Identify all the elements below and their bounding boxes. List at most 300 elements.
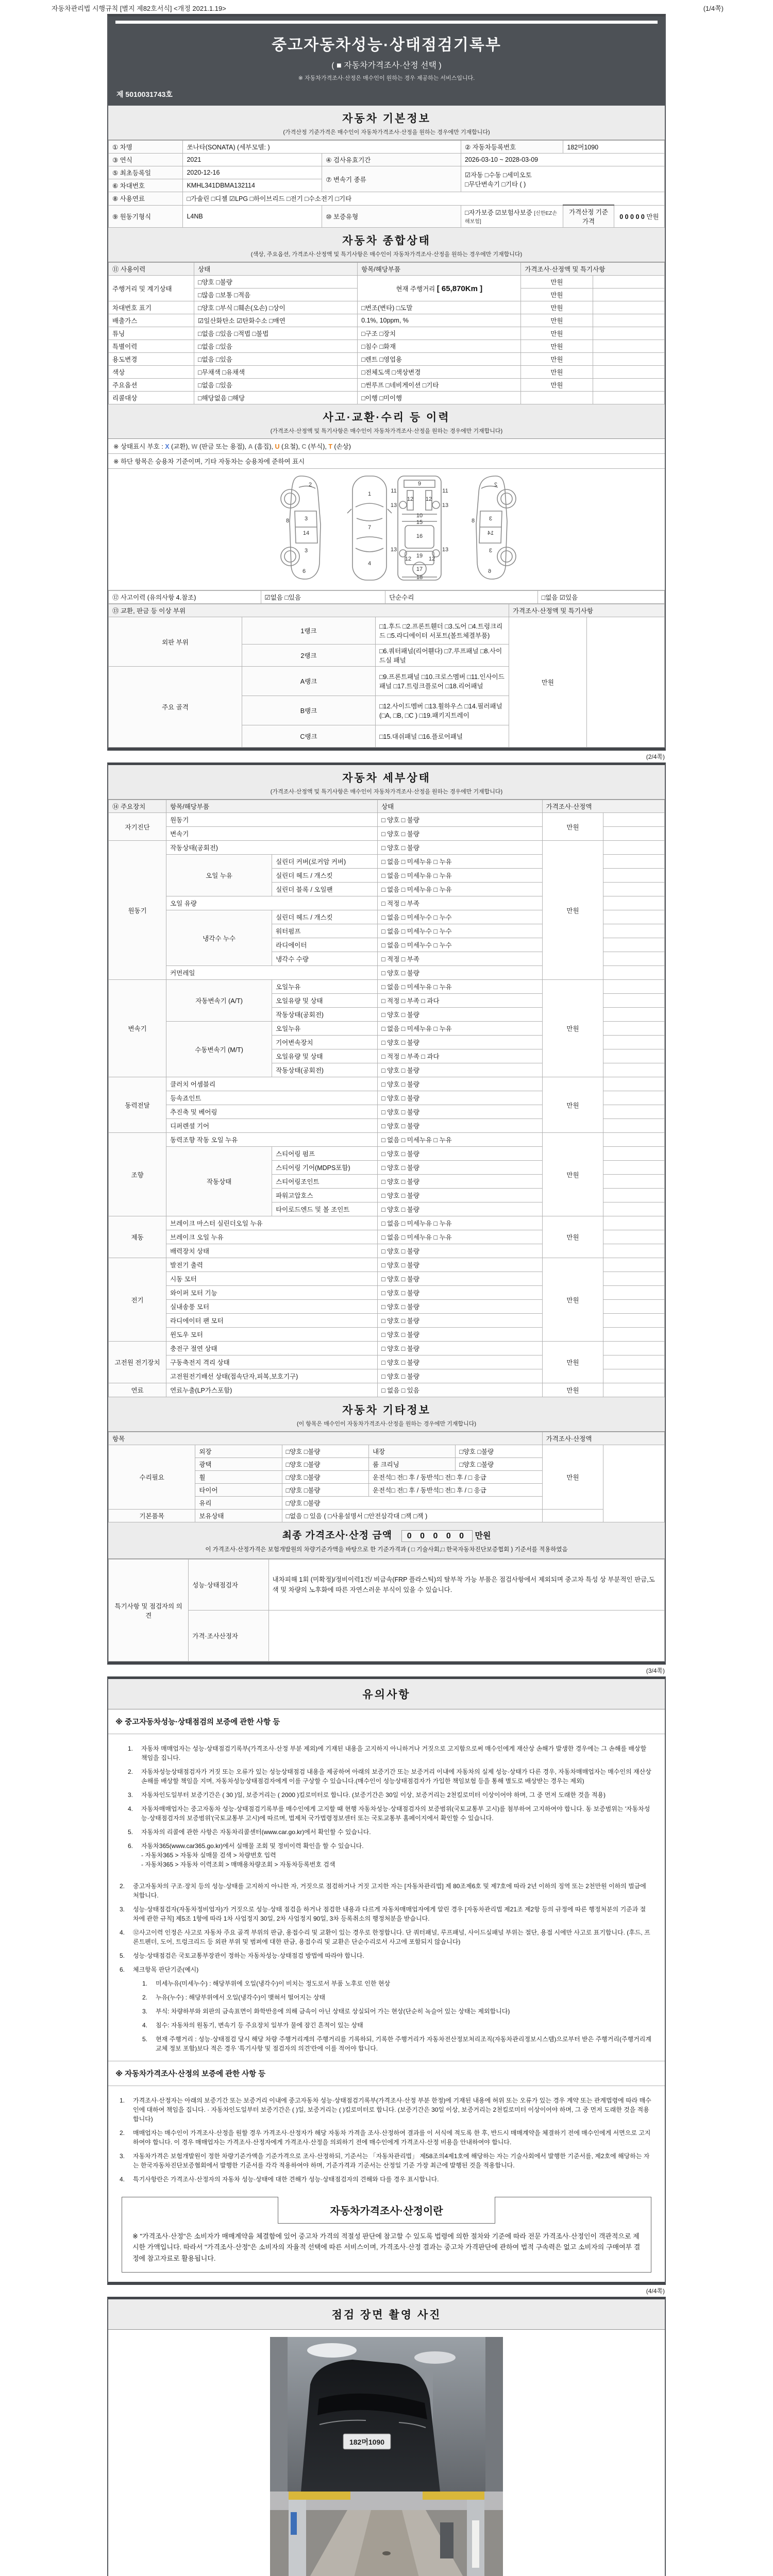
blank-cell[interactable] xyxy=(593,314,664,327)
device-group-제동: 제동 xyxy=(109,1216,166,1258)
blank-cell[interactable] xyxy=(603,1063,665,1077)
mileage-state-2[interactable]: □많음 □보통 □적음 xyxy=(194,289,358,301)
detail-item: 냉각수 수량 xyxy=(272,952,378,966)
blank-cell[interactable] xyxy=(603,966,665,980)
overall-row-money xyxy=(521,392,593,404)
detail-state[interactable]: □ 적정 □ 부족 xyxy=(378,896,543,910)
tire-positions[interactable]: 운전석□ 전□ 후 / 동반석□ 전□ 후 / □ 응급 xyxy=(368,1484,542,1497)
blank-cell[interactable] xyxy=(603,1355,665,1369)
blank-cell[interactable] xyxy=(603,1147,665,1161)
notice-item: 1. 가격조사·산정자는 아래의 보증기간 또는 보증거리 이내에 중고자동차 성능·상태점검기록부(가격조사·산정 부분 한정)에 기재된 내용에 허위 또는 오류가 있는 경우 계약 또는 관계법령에 따라 매수인에 대하여 책임을 집니다. · 자동차인도일부터 보증기간은 ( )일, 보증거리는 ( )킬로미터로 합니다. (보증기간은 30일 이상, 보증거리는 2천킬로미터 이상이어야 하며, 그 중 먼저 도래한 것을 적용합니다) xyxy=(120,2097,651,2123)
detail-state[interactable]: □ 양호 □ 불량 xyxy=(378,1272,543,1286)
legend-desc: (요철), xyxy=(279,443,302,450)
pricing-definition-text: ※ "가격조사·산정"은 소비자가 매매계약을 체결함에 있어 중고차 가격의 적절성 판단에 참고할 수 있도록 법령에 의한 절차와 기준에 따라 전문 가격조사·산정인이 객관적으로 제시한 가액입니다. 따라서 "가격조사·산정"은 소비자의 자율적 선택에 따른 서비스이며, 가격조사·산정 결과는 중고차 가격판단에 관하여 법적 구속력은 없고 소비자의 구매여부 결정에 참고자료로 활용됩니다. xyxy=(132,2232,641,2262)
title-note: ※ 자동차가격조사·산정은 매수인이 원하는 경우 제공하는 서비스입니다. xyxy=(298,75,475,81)
detail-state[interactable]: □ 양호 □ 불량 xyxy=(378,1328,543,1342)
detail-item: 추진축 및 베어링 xyxy=(166,1105,378,1119)
etc-label: 광택 xyxy=(195,1458,282,1471)
diagram-number-bottom-13: 13 xyxy=(390,502,397,509)
overall-row-money: 만원 xyxy=(521,366,593,379)
detail-state[interactable]: □ 양호 □ 불량 xyxy=(378,827,543,841)
notice-item: 3. 자동차인도일부터 보증기간은 ( 30 )일, 보증거리는 ( 2000 )킬로미터로 합니다. (보증기간은 30일 이상, 보증거리는 2천킬로미터 이상이어야 하며, 그 중 먼저 도래한 것을 적용) xyxy=(128,1791,606,1799)
etc-label: 유리 xyxy=(195,1497,282,1510)
detail-item: 라디에이터 팬 모터 xyxy=(166,1314,378,1328)
rankC-items[interactable]: □15.대쉬패널 □16.플로어패널 xyxy=(375,725,509,748)
detail-item: 윈도우 모터 xyxy=(166,1328,378,1342)
overall-row-part[interactable]: □전체도색 □색상변경 xyxy=(358,366,521,379)
overall-row-part[interactable]: □렌트 □영업용 xyxy=(358,353,521,366)
overall-row-state[interactable]: □없음 □있음 xyxy=(194,353,358,366)
diagram-number-bottom-10: 10 xyxy=(416,513,423,519)
overall-row-money: 만원 xyxy=(521,340,593,353)
overall-row-part[interactable]: □썬루프 □네비게이션 □기타 xyxy=(358,379,521,392)
diagram-number-bottom-16: 16 xyxy=(416,533,423,539)
notice-item: 3. 자동차가격은 보험개발원이 정한 차량기준가액을 기준가격으로 조사·산정하되, 기준서는 「자동차관리법」 제58조의4제1호에 해당하는 자는 기술사회에서 발행한 기준서를, 제2호에 해당하는 자는 한국자동차진단보증협회에서 발행한 기준서를 각각 적용하여야 하며, 기준가격과 기준서는 산정일 기준 가장 최근에 발행된 것을 적용합니다. xyxy=(120,2153,650,2169)
notice-title: 유의사항 xyxy=(362,1689,411,1701)
title-box xyxy=(108,16,665,106)
year-value: 2021 xyxy=(183,154,322,166)
blank-cell[interactable] xyxy=(603,1161,665,1175)
blank-cell[interactable] xyxy=(603,827,665,841)
rankB-label: B랭크 xyxy=(242,696,375,725)
mileage-money-1: 만원 xyxy=(521,276,593,289)
fuel-value[interactable]: □가솔린 □디젤 ☑LPG □하이브리드 □전기 □수소전기 □기타 xyxy=(183,192,665,206)
detail-state-table xyxy=(108,800,665,1397)
overall-title: 자동차 종합상태 xyxy=(342,235,431,247)
detail-item: 오일누유 xyxy=(272,980,378,994)
rankC-label: C랭크 xyxy=(242,725,375,748)
legend-desc: (부식), xyxy=(306,443,329,450)
basic-items-value[interactable]: □없음 □ 있음 ( □사용설명서 □안전삼각대 □잭 □잭 ) xyxy=(282,1510,542,1522)
detail-money: 만원 xyxy=(542,1077,603,1133)
detail-subgroup: 작동상태 xyxy=(166,1147,272,1216)
overall-row-money: 만원 xyxy=(521,301,593,314)
rank-header: ⑬ 교환, 판금 등 이상 부위 xyxy=(109,604,509,617)
accident-history-table xyxy=(108,590,665,604)
simple-repair-value[interactable]: □없음 ☑있음 xyxy=(537,591,664,604)
etc-value[interactable]: □양호 □불량 xyxy=(282,1445,368,1458)
diagram-number-bottom-12: 12 xyxy=(405,556,412,562)
device-group-고전원 전기장치: 고전원 전기장치 xyxy=(109,1342,166,1383)
pricing-definition-title: 자동차가격조사·산정이란 xyxy=(278,2197,495,2224)
blank-cell[interactable] xyxy=(603,1049,665,1063)
overall-col-state: 상태 xyxy=(194,263,358,276)
notice-item: 4. 특기사항란은 가격조사·산정자의 자동차 성능·상태에 대한 견해가 성능·상태점검자의 견해와 다를 경우 표시합니다. xyxy=(120,2176,439,2183)
accident-note: (가격조사·산정액 및 특기사항은 매수인이 자동차가격조사·산정을 원하는 경우에만 기재합니다) xyxy=(270,428,503,434)
valid-label: ④ 검사유효기간 xyxy=(322,154,461,166)
repair-group-label: 수리필요 xyxy=(109,1445,195,1510)
blank-cell[interactable] xyxy=(603,841,665,855)
warranty-label: ⑩ 보증유형 xyxy=(322,205,461,228)
blank-cell[interactable] xyxy=(603,1091,665,1105)
blank-cell[interactable] xyxy=(603,869,665,883)
detail-state[interactable]: □ 양호 □ 불량 xyxy=(378,1355,543,1369)
detail-state[interactable]: □ 양호 □ 불량 xyxy=(378,1161,543,1175)
detail-state[interactable]: □ 양호 □ 불량 xyxy=(378,1105,543,1119)
detail-state[interactable]: □ 양호 □ 불량 xyxy=(378,841,543,855)
rankA-items[interactable]: □9.프론트패널 □10.크로스멤버 □11.인사이드패널 □17.트렁크플로어 □18.리어패널 xyxy=(375,667,509,696)
blank-cell[interactable] xyxy=(603,883,665,896)
etc-value[interactable]: □양호 □불량 xyxy=(456,1458,542,1471)
notice-item: 2. 중고자동차의 구조·장치 등의 성능·상태를 고지하지 아니한 자, 거짓으로 점검하거나 거짓 고지한 자는 [자동차관리법] 제 80조제6호 및 제7호에 따라 2년 이하의 징역 또는 2천만원 이하의 벌금에 처합니다. xyxy=(120,1883,646,1899)
detail-item: 발전기 출력 xyxy=(166,1258,378,1272)
title-stripe xyxy=(115,21,658,24)
detail-state[interactable]: □ 양호 □ 불량 xyxy=(378,1119,543,1133)
car-name-label: ① 차명 xyxy=(109,141,183,154)
detail-state[interactable]: □ 없음 □ 있음 xyxy=(378,1383,543,1397)
detail-state[interactable]: □ 없음 □ 미세누유 □ 누유 xyxy=(378,980,543,994)
blank-cell[interactable] xyxy=(603,994,665,1008)
notice-item: 5. 자동차의 리콜에 관한 사항은 자동차리콜센터(www.car.go.kr)에서 확인할 수 있습니다. xyxy=(128,1828,371,1836)
inspector-remarks: 내차피해 1회 (미확정)/정비이력1건/ 비금속(FRP 플라스틱)의 탈부착 가능 부품은 점검사항에서 제외되며 중고차 특성 상 부분적인 판금,도색 및 차량의 노후화에 따른 자연스러운 부식이 있을 수 있습니다. xyxy=(268,1560,664,1611)
overall-row-state[interactable]: □없음 □있음 xyxy=(194,340,358,353)
legend-code-W: W xyxy=(191,443,198,450)
overall-row-state[interactable]: □해당없음 □해당 xyxy=(194,392,358,404)
rankA-label: A랭크 xyxy=(242,667,375,696)
notice-item: 5. 성능·상태점검은 국토교통부장관이 정하는 자동차성능·상태점검 방법에 따라야 합니다. xyxy=(120,1952,364,1959)
detail-state[interactable]: □ 양호 □ 불량 xyxy=(378,966,543,980)
blank-cell[interactable] xyxy=(593,379,664,392)
diagram-number-bottom-13: 13 xyxy=(442,547,449,553)
inspection-photo-lift-bay xyxy=(270,2492,503,2576)
blank-cell[interactable] xyxy=(603,1189,665,1202)
blank-cell[interactable] xyxy=(603,1314,665,1328)
blank-cell[interactable] xyxy=(603,813,665,827)
detail-state[interactable]: □ 적정 □ 부족 □ 과다 xyxy=(378,994,543,1008)
blank-cell[interactable] xyxy=(593,327,664,340)
blank-cell[interactable] xyxy=(603,1244,665,1258)
detail-item: 커먼레일 xyxy=(166,966,378,980)
form-header-row xyxy=(0,0,773,14)
detail-state[interactable]: □ 없음 □ 미세누유 □ 누유 xyxy=(378,1216,543,1230)
detail-item: 브레이크 마스터 실린더오일 누유 xyxy=(166,1216,378,1230)
diagram-number-side-left-6: 6 xyxy=(302,568,306,574)
overall-row-money: 만원 xyxy=(521,379,593,392)
blank-cell[interactable] xyxy=(593,276,664,289)
blank-cell[interactable] xyxy=(603,1286,665,1300)
page-marker-4: (4/4쪽) xyxy=(646,2287,665,2295)
detail-state[interactable]: □ 양호 □ 불량 xyxy=(378,1175,543,1189)
blank-cell[interactable] xyxy=(603,980,665,994)
blank-cell[interactable] xyxy=(603,1105,665,1119)
blank-cell[interactable] xyxy=(603,1216,665,1230)
detail-state[interactable]: □ 양호 □ 불량 xyxy=(378,1202,543,1216)
blank-cell[interactable] xyxy=(593,392,664,404)
diagram-number-side-left-3: 3 xyxy=(304,548,308,554)
device-group-조향: 조향 xyxy=(109,1133,166,1216)
legend-desc: (흠집), xyxy=(253,443,275,450)
detail-state[interactable]: □ 없음 □ 미세누유 □ 누유 xyxy=(378,1230,543,1244)
notice-item: 6. 체크항목 판단기준(예시) xyxy=(120,1966,199,1973)
overall-row-part[interactable]: □변조(변타) □도말 xyxy=(358,301,521,314)
accident-history-value[interactable]: ☑없음 □있음 xyxy=(261,591,385,604)
page-marker-1: (1/4쪽) xyxy=(703,5,724,12)
detail-state[interactable]: □ 양호 □ 불량 xyxy=(378,1286,543,1300)
overall-col-use: ⑪ 사용이력 xyxy=(109,263,194,276)
overall-row-state[interactable]: □없음 □있음 xyxy=(194,379,358,392)
diagram-number-bottom-17: 17 xyxy=(416,566,423,572)
blank-cell[interactable] xyxy=(603,910,665,924)
detail-state[interactable]: □ 양호 □ 불량 xyxy=(378,1008,543,1022)
detail-col-device: ⑭ 주요장치 xyxy=(109,800,166,813)
detail-title: 자동차 세부상태 xyxy=(342,772,431,784)
overall-note: (색상, 주요옵션, 가격조사·산정액 및 특기사항은 매수인이 자동차가격조사·산정을 원하는 경우에만 기재합니다) xyxy=(250,251,523,258)
overall-row-money: 만원 xyxy=(521,314,593,327)
detail-state[interactable]: □ 양호 □ 불량 xyxy=(378,1036,543,1049)
notice-list-1 xyxy=(108,1734,665,1877)
detail-subgroup: 수동변속기 (M/T) xyxy=(166,1022,272,1077)
etc-money: 만원 xyxy=(542,1445,603,1510)
basic-items-money xyxy=(542,1510,603,1522)
blank-cell[interactable] xyxy=(603,1202,665,1216)
first-reg-label: ⑤ 최초등록일 xyxy=(109,166,183,179)
valid-value: 2026-03-10 ~ 2028-03-09 xyxy=(461,154,664,166)
detail-state[interactable]: □ 없음 □ 미세누유 □ 누유 xyxy=(378,1133,543,1147)
detail-money: 만원 xyxy=(542,1383,603,1397)
inspector-label: 성능·상태점검자 xyxy=(189,1560,268,1611)
detail-state[interactable]: □ 적정 □ 부족 □ 과다 xyxy=(378,1049,543,1063)
detail-state[interactable]: □ 없음 □ 미세누유 □ 누유 xyxy=(378,1022,543,1036)
detail-item: 연료누출(LP가스포함) xyxy=(166,1383,378,1397)
blank-cell[interactable] xyxy=(603,1008,665,1022)
blank-cell[interactable] xyxy=(593,340,664,353)
detail-state[interactable]: □ 양호 □ 불량 xyxy=(378,1147,543,1161)
diagram-number-side-right-3: 3 xyxy=(489,548,493,554)
diagram-number-side-right-6: 6 xyxy=(488,568,492,574)
diagram-number-top-1: 1 xyxy=(367,491,372,497)
etc-value[interactable]: □양호 □불량 xyxy=(282,1497,542,1510)
detail-item: 브레이크 오일 누유 xyxy=(166,1230,378,1244)
page-3 xyxy=(107,1676,666,2285)
blank-cell[interactable] xyxy=(603,855,665,869)
legend-code-A: A xyxy=(248,443,253,450)
detail-state[interactable]: □ 없음 □ 미세누수 □ 누수 xyxy=(378,924,543,938)
diagram-number-side-right-14: 14 xyxy=(487,530,494,536)
trans-value[interactable]: ☑자동 □수동 □세미오토 □무단변속기 □기타 ( ) xyxy=(461,166,664,192)
vin-value: KMHL341DBMA132114 xyxy=(183,179,322,192)
document-title: 중고자동차성능·상태점검기록부 xyxy=(272,37,501,54)
overall-row-label: 리콜대상 xyxy=(109,392,194,404)
photo-header xyxy=(108,2299,665,2330)
etc-header xyxy=(108,1397,665,1432)
legend-desc: (손상) xyxy=(332,443,351,450)
final-price-unit: 만원 xyxy=(475,1532,491,1540)
detail-item: 클러치 어셈블리 xyxy=(166,1077,378,1091)
first-reg-value: 2020-12-16 xyxy=(183,166,322,179)
detail-item: 충전구 절연 상태 xyxy=(166,1342,378,1355)
detail-state[interactable]: □ 없음 □ 미세누유 □ 누유 xyxy=(378,869,543,883)
notice-header xyxy=(108,1679,665,1709)
detail-money: 만원 xyxy=(542,841,603,980)
diagram-number-top-7: 7 xyxy=(367,524,372,531)
detail-item: 기어변속장치 xyxy=(272,1036,378,1049)
detail-money: 만원 xyxy=(542,1216,603,1258)
detail-state[interactable]: □ 없음 □ 미세누수 □ 누수 xyxy=(378,938,543,952)
mileage-label: 주행거리 및 계기상태 xyxy=(109,276,194,301)
etc-col-price: 가격조사·산정액 xyxy=(542,1432,664,1445)
blank-cell[interactable] xyxy=(603,896,665,910)
car-diagram xyxy=(108,469,665,590)
detail-state[interactable]: □ 양호 □ 불량 xyxy=(378,1314,543,1328)
current-mileage: 현재 주행거리 [ 65,870Km ] xyxy=(358,276,521,301)
overall-col-price: 가격조사·산정액 및 특기사항 xyxy=(521,263,665,276)
detail-item: 오일 유량 xyxy=(166,896,378,910)
warranty-value[interactable]: □자가보증 ☑보험사보증 [신한EZ손해보험] xyxy=(461,205,563,228)
blank-cell[interactable] xyxy=(603,1036,665,1049)
detail-money: 만원 xyxy=(542,1258,603,1342)
blank-cell[interactable] xyxy=(593,301,664,314)
diagram-number-bottom-13: 13 xyxy=(390,547,397,553)
legend-code-X: X xyxy=(165,443,170,450)
blank-cell[interactable] xyxy=(603,1230,665,1244)
overall-row-state[interactable]: □양호 □부식 □훼손(오손) □상이 xyxy=(194,301,358,314)
etc-value[interactable]: □양호 □불량 xyxy=(282,1458,368,1471)
notice-item: 4. 침수: 자동차의 원동기, 변속기 등 주요장치 일부가 물에 잠긴 흔적이 있는 상태 xyxy=(142,2022,363,2029)
detail-note: (가격조사·산정액 및 특기사항은 매수인이 자동차가격조사·산정을 원하는 경우에만 기재합니다) xyxy=(270,789,503,795)
overall-row-state[interactable]: ☑일산화탄소 ☑탄화수소 □매연 xyxy=(194,314,358,327)
simple-repair-label: 단순수리 xyxy=(385,591,538,604)
detail-state[interactable]: □ 양호 □ 불량 xyxy=(378,1342,543,1355)
detail-item: 실린더 커버(로커암 커버) xyxy=(272,855,378,869)
blank-cell[interactable] xyxy=(603,1133,665,1147)
diagram-number-side-right-8: 8 xyxy=(471,518,475,524)
detail-col-part: 항목/해당부품 xyxy=(166,800,378,813)
detail-state[interactable]: □ 양호 □ 불량 xyxy=(378,1258,543,1272)
blank-cell[interactable] xyxy=(603,1272,665,1286)
page-1 xyxy=(107,14,666,751)
diagram-number-side-left-2: 2 xyxy=(308,482,312,488)
blank-cell[interactable] xyxy=(603,924,665,938)
vin-label: ⑥ 차대번호 xyxy=(109,179,183,192)
device-group-전기: 전기 xyxy=(109,1258,166,1342)
diagram-number-side-right-2: 2 xyxy=(494,482,498,488)
detail-state[interactable]: □ 양호 □ 불량 xyxy=(378,1300,543,1314)
detail-item: 작동상태(공회전) xyxy=(272,1008,378,1022)
detail-state[interactable]: □ 양호 □ 불량 xyxy=(378,1369,543,1383)
notice-list-2 xyxy=(108,1882,665,2061)
blank-cell[interactable] xyxy=(603,1342,665,1355)
price-survey-select[interactable]: ( ■ 자동차가격조사·산정 선택 ) xyxy=(331,61,442,70)
rank1-items[interactable]: □1.후드 □2.프론트휀더 □3.도어 □4.트렁크리드 □5.라디에이터 서포트(볼트체결부품) xyxy=(375,617,509,645)
legend-desc: (교환), xyxy=(169,443,192,450)
blank-cell[interactable] xyxy=(603,952,665,966)
rank2-items[interactable]: □6.쿼터패널(리어휀다) □7.루프패널 □8.사이드실 패널 xyxy=(375,645,509,667)
notice-item: 2. 자동차성능상태점검자가 거짓 또는 오류가 있는 성능상태점검 내용을 제공하여 아래의 보증기간 또는 보증거리 이내에 자동차의 실제 성능·상태가 다른 경우, 자동차매매업자는 매수인의 재산상 손해를 배상할 책임을 지며, 자동차성능상태점검자에게 이를 구상할 수 있습니다.(매수인이 성능상태점검자가 가입한 책임보험 등을 통해 별도로 배상받는 경우는 제외) xyxy=(128,1768,651,1785)
page-2 xyxy=(107,762,666,1665)
blank-cell[interactable] xyxy=(603,1328,665,1342)
base-price-value: 0 0 0 0 0 만원 xyxy=(614,205,664,228)
etc-label: 내장 xyxy=(368,1445,455,1458)
detail-subgroup: 자동변속기 (A/T) xyxy=(166,980,272,1022)
overall-row-part[interactable]: □이행 □미이행 xyxy=(358,392,521,404)
final-price-note: 이 가격조사·산정가격은 보험개발원의 차량기준가액을 바탕으로 한 기준가격과 ( □ 기술사회,□ 한국자동차진단보증협회 ) 기준서를 적용하였음 xyxy=(205,1547,568,1553)
blank-cell[interactable] xyxy=(603,1175,665,1189)
detail-state[interactable]: □ 양호 □ 불량 xyxy=(378,813,543,827)
notice-body xyxy=(108,1709,665,2273)
blank-cell[interactable] xyxy=(603,1258,665,1272)
photo-area xyxy=(108,2330,665,2576)
detail-item: 와이퍼 모터 기능 xyxy=(166,1286,378,1300)
diagram-number-side-right-3: 3 xyxy=(489,516,493,522)
mileage-state-1[interactable]: □양호 □불량 xyxy=(194,276,358,289)
detail-state[interactable]: □ 양호 □ 불량 xyxy=(378,1244,543,1258)
blank-cell[interactable] xyxy=(603,1383,665,1397)
diagram-number-top-4: 4 xyxy=(367,561,372,567)
etc-value[interactable]: □양호 □불량 xyxy=(282,1471,368,1484)
wheel-positions[interactable]: 운전석□ 전□ 후 / 동반석□ 전□ 후 / □ 응급 xyxy=(368,1471,542,1484)
blank-cell[interactable] xyxy=(603,1022,665,1036)
blank-cell[interactable] xyxy=(603,938,665,952)
detail-item: 스티어링 기어(MDPS포함) xyxy=(272,1161,378,1175)
etc-value[interactable]: □양호 □불량 xyxy=(456,1445,542,1458)
detail-state[interactable]: □ 양호 □ 불량 xyxy=(378,1077,543,1091)
blank-cell[interactable] xyxy=(603,1119,665,1133)
detail-state[interactable]: □ 양호 □ 불량 xyxy=(378,1063,543,1077)
etc-value[interactable]: □양호 □불량 xyxy=(282,1484,368,1497)
detail-state[interactable]: □ 없음 □ 미세누유 □ 누유 xyxy=(378,883,543,896)
diagram-number-bottom-11: 11 xyxy=(391,488,397,494)
blank-cell[interactable] xyxy=(593,366,664,379)
diagram-number-bottom-19: 19 xyxy=(416,553,423,559)
blank-cell[interactable] xyxy=(593,353,664,366)
blank-cell[interactable] xyxy=(603,1445,665,1522)
car-name-value: 쏘나타(SONATA) (세부모델: ) xyxy=(183,141,461,154)
diagram-number-bottom-12: 12 xyxy=(425,496,432,502)
detail-state[interactable]: □ 없음 □ 미세누유 □ 누유 xyxy=(378,855,543,869)
basic-info-table xyxy=(108,140,665,228)
diagram-number-bottom-13: 13 xyxy=(442,502,449,509)
rankB-items[interactable]: □12.사이드멤버 □13.휠하우스 □14.필러패널 (□A, □B, □C ) □19.패키지트레이 xyxy=(375,696,509,725)
blank-cell[interactable] xyxy=(603,1077,665,1091)
overall-row-label: 튜닝 xyxy=(109,327,194,340)
legend-code-C: C xyxy=(301,443,307,450)
engine-type-value: L4NB xyxy=(183,205,322,228)
notice-item: 6. 자동차365(www.car365.go.kr)에서 실매물 조회 및 정비이력 확인을 할 수 있습니다. - 자동차365 > 자동차 실매물 검색 > 차량번호 입력 - 자동차365 > 자동차 이력조회 > 매매용차량조회 > 자동차등록번호 검색 xyxy=(128,1842,364,1868)
blank-cell[interactable] xyxy=(603,1300,665,1314)
detail-state[interactable]: □ 양호 □ 불량 xyxy=(378,1189,543,1202)
detail-item: 작동상태(공회전) xyxy=(166,841,378,855)
detail-item: 동력조향 작동 오일 누유 xyxy=(166,1133,378,1147)
final-price-row xyxy=(108,1522,665,1559)
detail-state[interactable]: □ 양호 □ 불량 xyxy=(378,1091,543,1105)
detail-col-state: 상태 xyxy=(378,800,543,813)
overall-row-part: 0.1%, 10ppm, % xyxy=(358,314,521,327)
detail-state[interactable]: □ 적정 □ 부족 xyxy=(378,952,543,966)
overall-row-part[interactable]: □침수 □화재 xyxy=(358,340,521,353)
blank-cell[interactable] xyxy=(593,289,664,301)
diagram-number-bottom-15: 15 xyxy=(416,519,423,526)
detail-state[interactable]: □ 없음 □ 미세누수 □ 누수 xyxy=(378,910,543,924)
page-marker-2: (2/4쪽) xyxy=(646,753,665,760)
detail-item: 구동축전지 격리 상태 xyxy=(166,1355,378,1369)
overall-row-label: 배출가스 xyxy=(109,314,194,327)
reg-no-label: ② 자동차등록번호 xyxy=(461,141,563,154)
outer-panel-label: 외판 부위 xyxy=(109,617,242,667)
blank-cell[interactable] xyxy=(603,1369,665,1383)
overall-row-state[interactable]: □무채색 □유채색 xyxy=(194,366,358,379)
detail-money: 만원 xyxy=(542,980,603,1077)
detail-header xyxy=(108,765,665,800)
blank-cell[interactable] xyxy=(586,617,664,748)
detail-money: 만원 xyxy=(542,1133,603,1216)
overall-row-part[interactable]: □구조 □장치 xyxy=(358,327,521,340)
overall-row-state[interactable]: □없음 □있음 □적법 □불법 xyxy=(194,327,358,340)
detail-money: 만원 xyxy=(542,1342,603,1383)
diagram-number-bottom-12: 12 xyxy=(407,496,414,502)
final-price-value[interactable]: 0 0 0 0 0 xyxy=(401,1530,473,1542)
accident-title: 사고·교환·수리 등 이력 xyxy=(323,412,450,423)
detail-subgroup: 냉각수 누수 xyxy=(166,910,272,966)
